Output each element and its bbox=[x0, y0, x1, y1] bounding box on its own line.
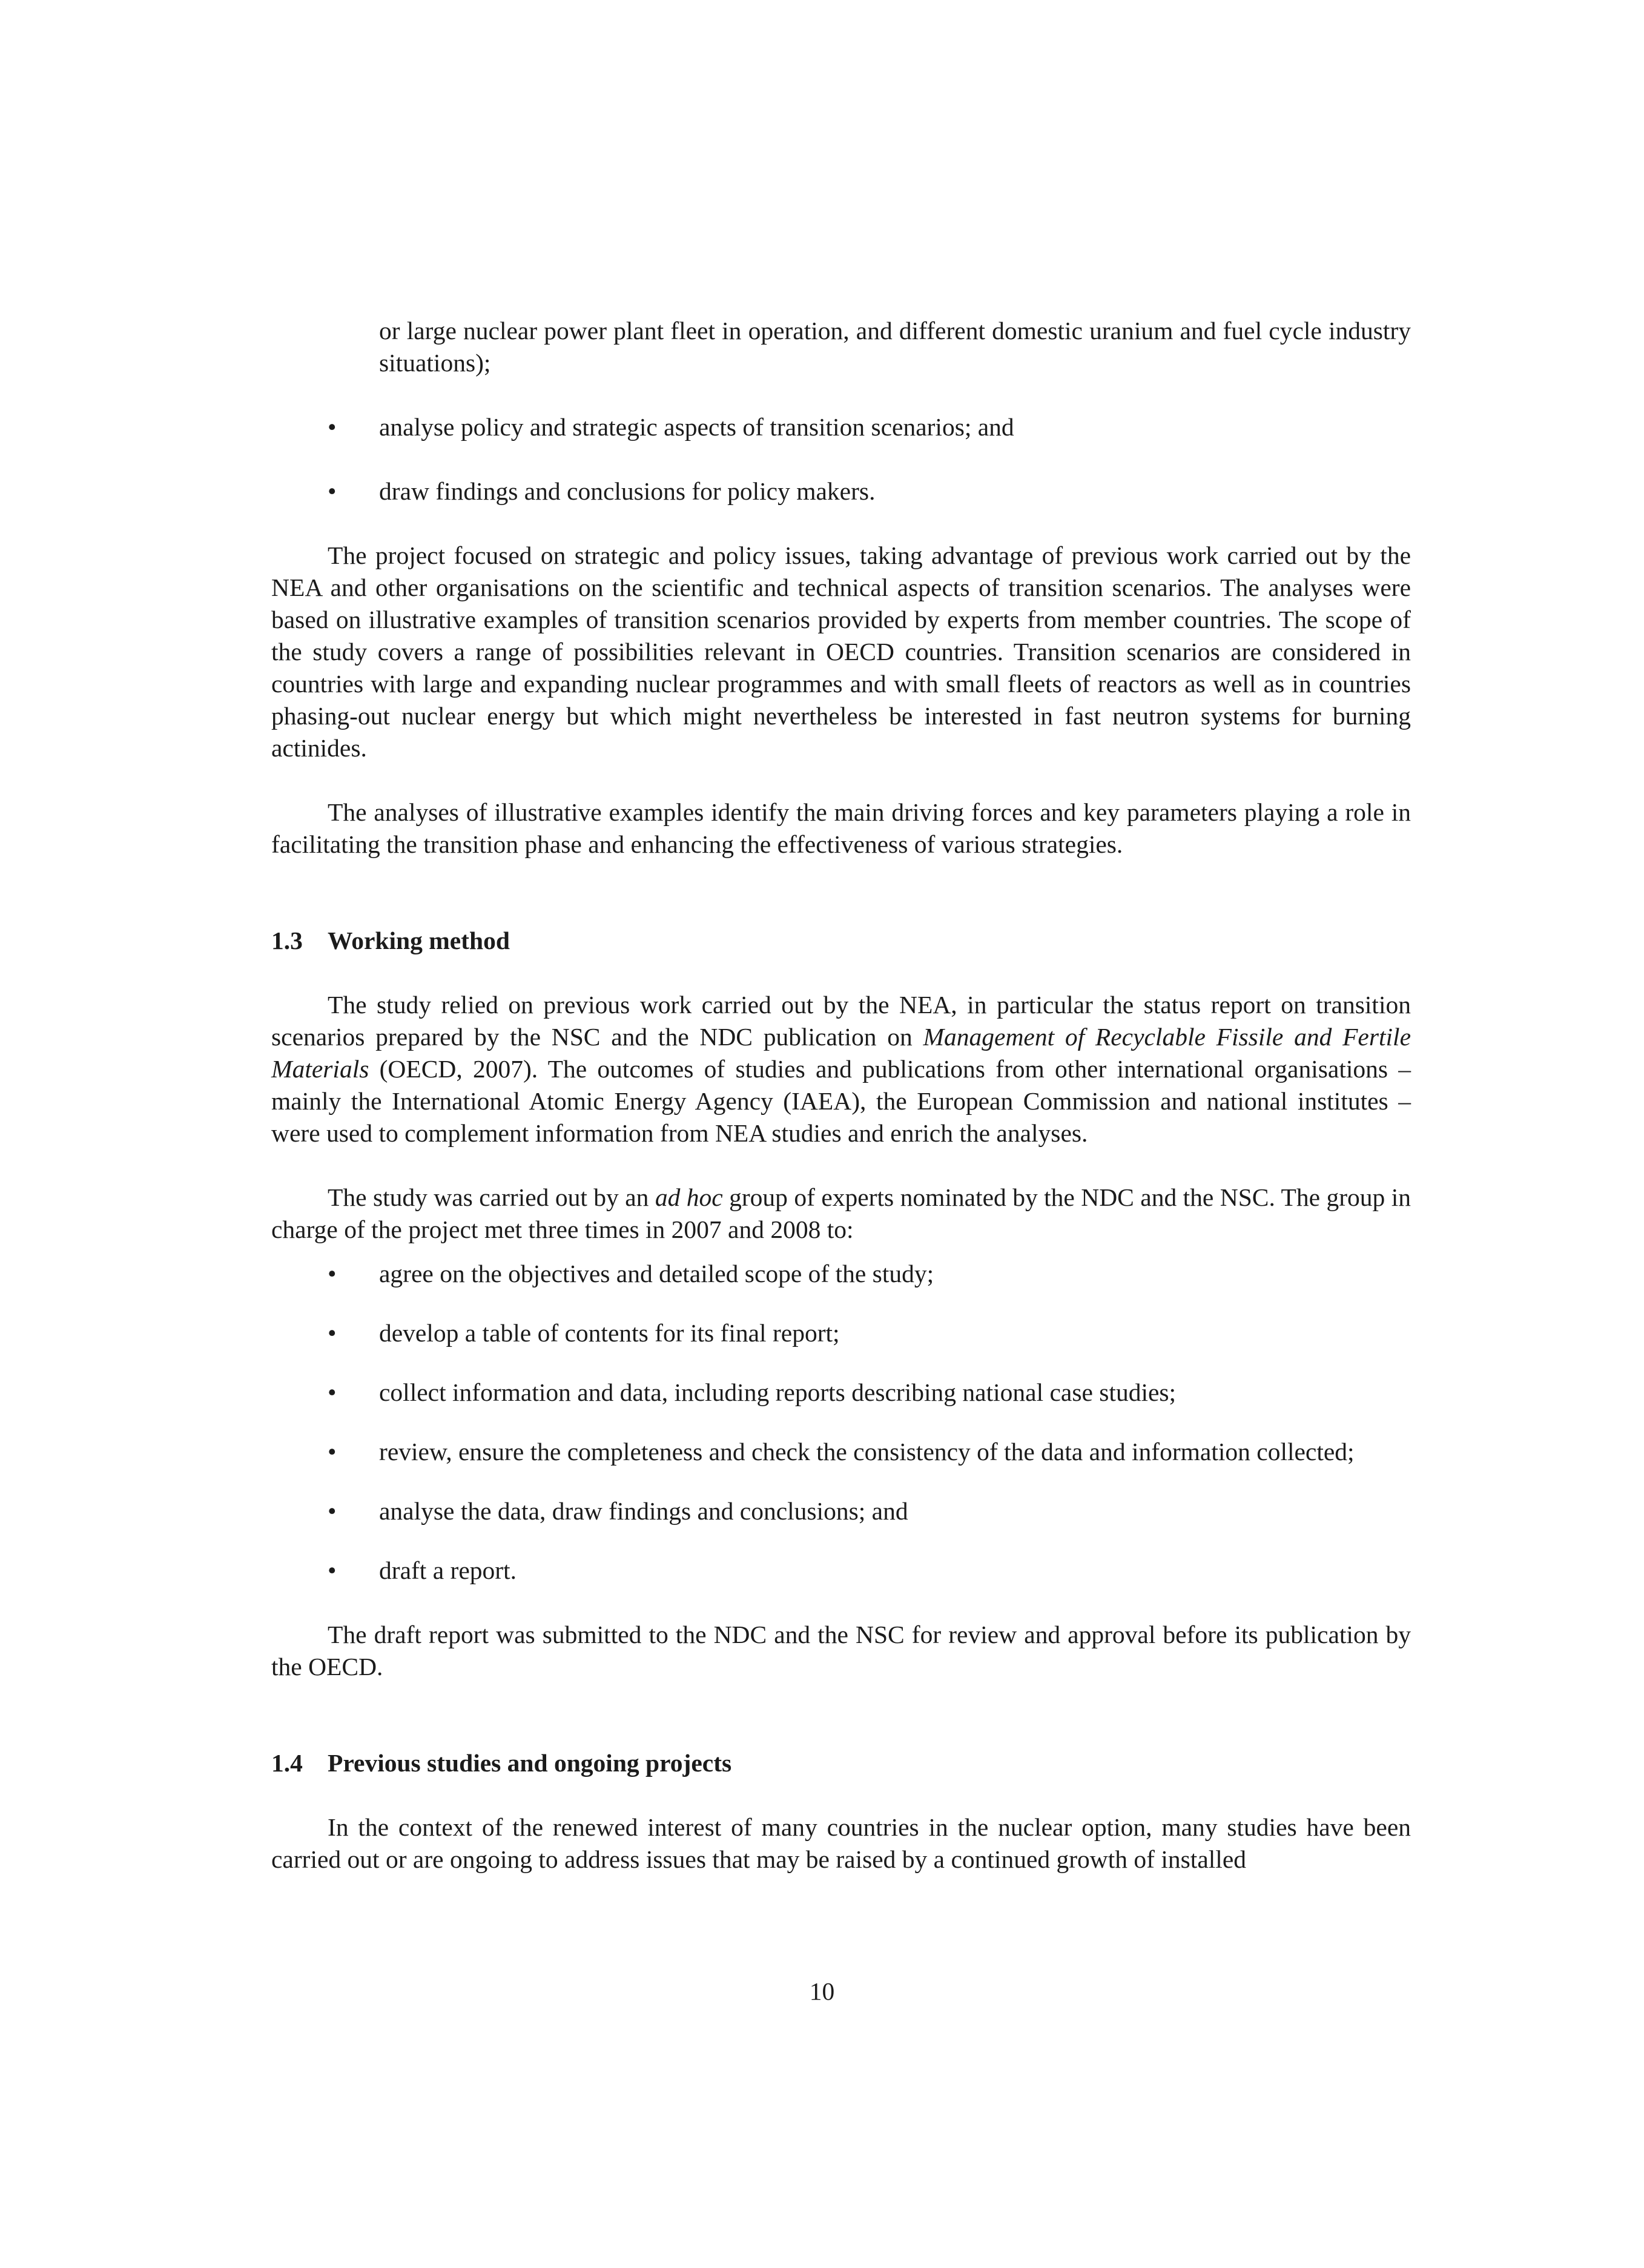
list-item-text: analyse policy and strategic aspects of transition scenarios; and bbox=[379, 413, 1014, 441]
bullet-icon: • bbox=[328, 1378, 337, 1406]
bullet-icon: • bbox=[328, 1260, 337, 1288]
section-heading bbox=[271, 1747, 1411, 1779]
paragraph: The project focused on strategic and policy issues, taking advantage of previous work carried out by the NEA and other organisations on the scientific and technical aspects of transition scenarios. The analyses were based on illustrative examples of transition scenarios provided by experts from member countries. The scope of the study covers a range of possibilities relevant in OECD countries. Transition scenarios are considered in countries with large and expanding nuclear programmes and with small fleets of reactors as well as in countries phasing-out nuclear energy but which might nevertheless be interested in fast neutron systems for burning actinides. bbox=[271, 541, 1411, 762]
list-item bbox=[271, 1317, 1411, 1349]
paragraph-text: The study relied on previous work carried out by the NEA, in particular the status report on transition scenarios prepared by the NSC and the NDC publication on bbox=[271, 991, 1411, 1051]
publication-title: Management of Recyclable Fissile and Fertile Materials bbox=[271, 1023, 1411, 1083]
page-number: 10 bbox=[809, 1977, 835, 2005]
paragraph-text: group of experts nominated by the NDC and the NSC. The group in charge of the project met three times in 2007 and 2008 to: bbox=[271, 1183, 1411, 1243]
section-number: 1.4 bbox=[271, 1749, 303, 1777]
list-item-text: draft a report. bbox=[379, 1556, 517, 1584]
list-item-text: agree on the objectives and detailed scope of the study; bbox=[379, 1260, 934, 1288]
bullet-icon: • bbox=[328, 1556, 337, 1584]
paragraph: The analyses of illustrative examples identify the main driving forces and key parameters playing a role in facilitating the transition phase and enhancing the effectiveness of various strategies. bbox=[271, 798, 1411, 858]
paragraph bbox=[271, 989, 1411, 1149]
list-item bbox=[271, 1258, 1411, 1290]
section-heading bbox=[271, 925, 1411, 957]
section-number: 1.3 bbox=[271, 927, 303, 954]
section-title: Working method bbox=[328, 927, 510, 954]
bullet-icon: • bbox=[328, 1497, 337, 1525]
list-item bbox=[271, 1377, 1411, 1409]
page-content bbox=[271, 315, 1411, 1876]
list-item-text: analyse the data, draw findings and conclusions; and bbox=[379, 1497, 908, 1525]
paragraph-text: The study was carried out by an bbox=[328, 1183, 655, 1211]
section-title: Previous studies and ongoing projects bbox=[328, 1749, 732, 1777]
continued-list-item: or large nuclear power plant fleet in operation, and different domestic uranium and fuel cycle industry situations); bbox=[379, 317, 1411, 377]
objectives-list bbox=[271, 411, 1411, 507]
list-item-text: develop a table of contents for its final report; bbox=[379, 1319, 840, 1347]
bullet-icon: • bbox=[328, 1438, 337, 1466]
list-item bbox=[271, 1495, 1411, 1527]
list-item-text: review, ensure the completeness and check the consistency of the data and information collected; bbox=[379, 1438, 1355, 1466]
list-item bbox=[271, 475, 1411, 507]
paragraph: In the context of the renewed interest of many countries in the nuclear option, many studies have been carried out or are ongoing to address issues that may be raised by a continued growth of installed bbox=[271, 1813, 1411, 1873]
italic-term: ad hoc bbox=[655, 1183, 723, 1211]
list-item bbox=[271, 1555, 1411, 1587]
list-item bbox=[271, 411, 1411, 443]
bullet-icon: • bbox=[328, 413, 337, 441]
paragraph: The draft report was submitted to the NDC and the NSC for review and approval before its publication by the OECD. bbox=[271, 1621, 1411, 1681]
bullet-icon: • bbox=[328, 477, 337, 505]
list-item-text: draw findings and conclusions for policy makers. bbox=[379, 477, 876, 505]
list-item-text: collect information and data, including reports describing national case studies; bbox=[379, 1378, 1177, 1406]
paragraph bbox=[271, 1182, 1411, 1246]
bullet-icon: • bbox=[328, 1319, 337, 1347]
tasks-list bbox=[271, 1258, 1411, 1587]
list-item bbox=[271, 1436, 1411, 1468]
paragraph-text: (OECD, 2007). The outcomes of studies and publications from other international organisations – mainly the International Atomic Energy Agency (IAEA), the European Commission and national institutes – were used to complement information from NEA studies and enrich the analyses. bbox=[271, 1055, 1411, 1147]
